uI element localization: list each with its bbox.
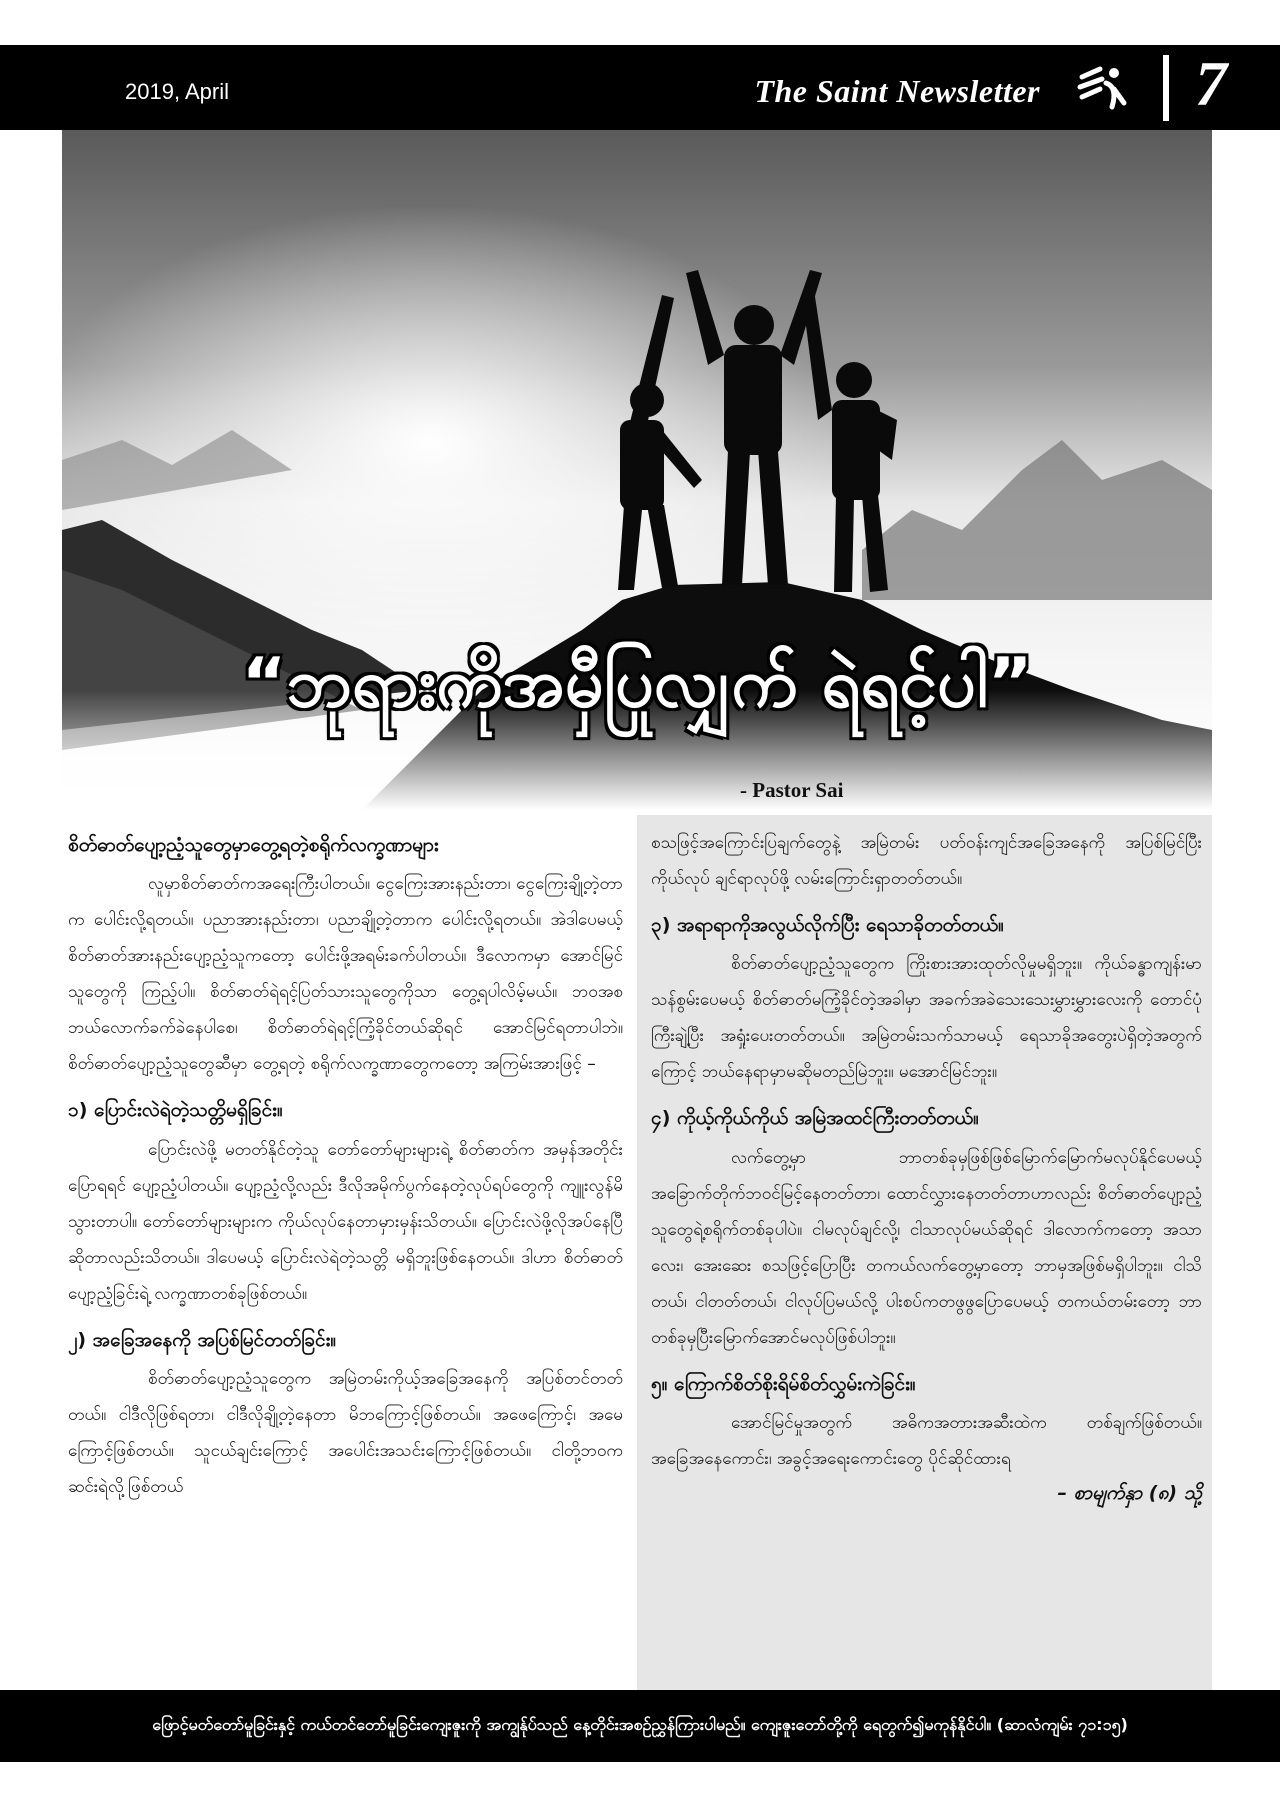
section-4-paragraph: လက်တွေ့မှာ ဘာတစ်ခုမှဖြစ်ဖြစ်မြောက်မြောက်မလုပ်နိုင်ပေမယ့် အခြောက်တိုက်ဘဝင်မြင့်နေတတ်တာ၊ ထောင်လွှားနေတတ်တာဟာလည်း စိတ်ဓာတ်ပျော့ညံ့သူတွေရဲ့စရိုက်တစ်ခုပါပဲ။ ငါမလုပ်ချင်လို့၊ ငါသာလုပ်မယ်ဆိုရင် ဒါလောက်ကတော့ အသာလေး၊ အေးဆေး စသဖြင့်ပြောပြီး တကယ်လက်တွေ့မှာတော့ ဘာမှအဖြစ်မရှိပါဘူး။ ငါသိတယ်၊ ငါတတ်တယ်၊ ငါလုပ်ပြမယ်လို့ ပါးစပ်ကတဖွဖွပြောပေမယ့် တကယ်တမ်းတော့ ဘာတစ်ခုမှပြီးမြောက်အောင်မလုပ်ဖြစ်ပါဘူး။ xyxy=(651,1147,1202,1348)
section-2-continued: စသဖြင့်အကြောင်းပြချက်တွေနဲ့ အမြဲတမ်း ပတ်ဝန်းကျင်အခြေအနေကို အပြစ်မြင်ပြီး ကိုယ်လုပ် ချင်ရာလုပ်ဖို့ လမ်းကြောင်းရှာတတ်တယ်။ xyxy=(651,833,1202,889)
header-divider xyxy=(1163,55,1169,121)
footer-verse: ဖြောင့်မတ်တော်မူခြင်းနှင့် ကယ်တင်တော်မူခြင်းကျေးဇူးကို အကျွန်ုပ်သည် နေ့တိုင်းအစဉ်ညွှန်ကြားပါမည်။ ကျေးဇူးတော်တို့ကို ရေတွက်၍မကုန်နိုင်ပါ။ (ဆာလံကျမ်း ၇၁:၁၅) xyxy=(152,1715,1128,1734)
section-4-heading: ၄) ကိုယ့်ကိုယ်ကိုယ် အမြဲအထင်ကြီးတတ်တယ်။ xyxy=(651,1107,979,1130)
section-1-paragraph: ပြောင်းလဲဖို့ မတတ်နိုင်တဲ့သူ တော်တော်များများရဲ့ စိတ်ဓာတ်က အမှန်အတိုင်းပြောရရင် ပျော့ညံ့ပါတယ်။ ပျော့ညံ့လို့လည်း ဒီလိုအမိုက်ပွက်နေတဲ့လုပ်ရပ်တွေကို ကျူးလွန်မိသွားတာပါ။ တော်တော်များများက ကိုယ်လုပ်နေတာမှားမှန်းသိတယ်။ ပြောင်းလဲဖို့လိုအပ်နေပြီဆိုတာလည်းသိတယ်။ ဒါပေမယ့် ပြောင်းလဲရဲတဲ့သတ္တိ မရှိဘူးဖြစ်နေတယ်။ ဒါဟာ စိတ်ဓာတ်ပျော့ညံ့ခြင်းရဲ့ လက္ခဏာတစ်ခုဖြစ်တယ်။ xyxy=(68,1139,623,1304)
page-number: 7 xyxy=(1195,48,1227,119)
section-5-heading: ၅။ ကြောက်စိတ်စိုးရိမ်စိတ်လွှမ်းကဲခြင်း။ xyxy=(651,1372,916,1395)
section-3-heading: ၃) အရာရာကိုအလွယ်လိုက်ပြီး ရေသာခိုတတ်တယ်။ xyxy=(651,914,1004,936)
right-column xyxy=(637,815,1212,1690)
intro-heading: စိတ်ဓာတ်ပျော့ညံ့သူတွေမှာတွေ့ရတဲ့စရိုက်လက္ခဏာများ xyxy=(68,834,439,856)
continued-on-page: – စာမျက်နှာ (၈) သို့ xyxy=(1057,1482,1202,1505)
section-5-paragraph: အောင်မြင်မှုအတွက် အဓိကအတားအဆီးထဲက တစ်ချက်ဖြစ်တယ်။ အခြေအနေကောင်း၊ အခွင့်အရေးကောင်းတွေ ပိုင်ဆိုင်ထားရ xyxy=(651,1413,1202,1470)
section-2-paragraph: စိတ်ဓာတ်ပျော့ညံ့သူတွေက အမြဲတမ်းကိုယ့်အခြေအနေကို အပြစ်တင်တတ်တယ်။ ငါဒီလိုဖြစ်ရတာ၊ ငါဒီလိုချို့တဲ့နေတာ မိဘကြောင့်ဖြစ်တယ်။ အဖေကြောင့်၊ အမေကြောင့်ဖြစ်တယ်။ သူငယ်ချင်းကြောင့် အပေါင်းအသင်းကြောင့်ဖြစ်တယ်။ ငါတို့ဘဝက ဆင်းရဲလို့ဖြစ်တယ် xyxy=(68,1369,623,1498)
left-column xyxy=(62,815,637,1690)
footer-verse-bar xyxy=(0,1690,1280,1762)
section-2-heading: ၂) အခြေအနေကို အပြစ်မြင်တတ်ခြင်း။ xyxy=(68,1328,337,1351)
newsletter-title: The Saint Newsletter xyxy=(754,73,1040,109)
issue-date: 2019, April xyxy=(125,79,229,104)
section-1-heading: ၁) ပြောင်းလဲရဲတဲ့သတ္တိမရှိခြင်း။ xyxy=(68,1099,283,1122)
header-bar xyxy=(0,45,1280,130)
headline: “ဘုရားကိုအမှီပြုလျှက် ရဲရင့်ပါ” xyxy=(241,644,1033,723)
section-3-paragraph: စိတ်ဓာတ်ပျော့ညံ့သူတွေက ကြိုးစားအားထုတ်လိုမှုမရှိဘူး။ ကိုယ်ခန္ဓာကျန်းမာသန်စွမ်းပေမယ့် စိတ်ဓာတ်မကြံ့ခိုင်တဲ့အခါမှာ အခက်အခဲသေးသေးမွှားမွှားလေးကို တောင်ပုံကြီးချဲ့ပြီး အရှုံးပေးတတ်တယ်။ အမြဲတမ်းသက်သာမယ့် ရေသာခိုအတွေးပဲရှိတဲ့အတွက်ကြောင့် ဘယ်နေရာမှာမဆိုမတည်မြဲဘူး။ မအောင်မြင်ဘူး။ xyxy=(651,954,1202,1083)
author-byline: - Pastor Sai xyxy=(740,778,844,802)
saint-logo-icon xyxy=(1076,63,1128,115)
intro-paragraph: လူမှာစိတ်ဓာတ်ကအရေးကြီးပါတယ်။ ငွေကြေးအားနည်းတာ၊ ငွေကြေးချို့တဲ့တာက ပေါင်းလို့ရတယ်။ ပညာအားနည်းတာ၊ ပညာချို့တဲ့တာက ပေါင်းလို့ရတယ်။ အဲဒါပေမယ့် စိတ်ဓာတ်အားနည်းပျော့ညံ့သူကတော့ ပေါင်းဖို့အရမ်းခက်ပါတယ်။ ဒီလောကမှာ အောင်မြင်သူတွေကို ကြည့်ပါ။ စိတ်ဓာတ်ရဲရင့်ပြတ်သားသူတွေကိုသာ တွေ့ရပါလိမ့်မယ်။ ဘဝအစ ဘယ်လောက်ခက်ခဲနေပါစေ၊ စိတ်ဓာတ်ရဲရင့်ကြံ့ခိုင်တယ်ဆိုရင် အောင်မြင်ရတာပါဘဲ။ စိတ်ဓာတ်ပျော့ညံ့သူတွေဆီမှာ တွေ့ရတဲ့ စရိုက်လက္ခဏာတွေကတော့ အကြမ်းအားဖြင့် – xyxy=(68,874,623,1075)
